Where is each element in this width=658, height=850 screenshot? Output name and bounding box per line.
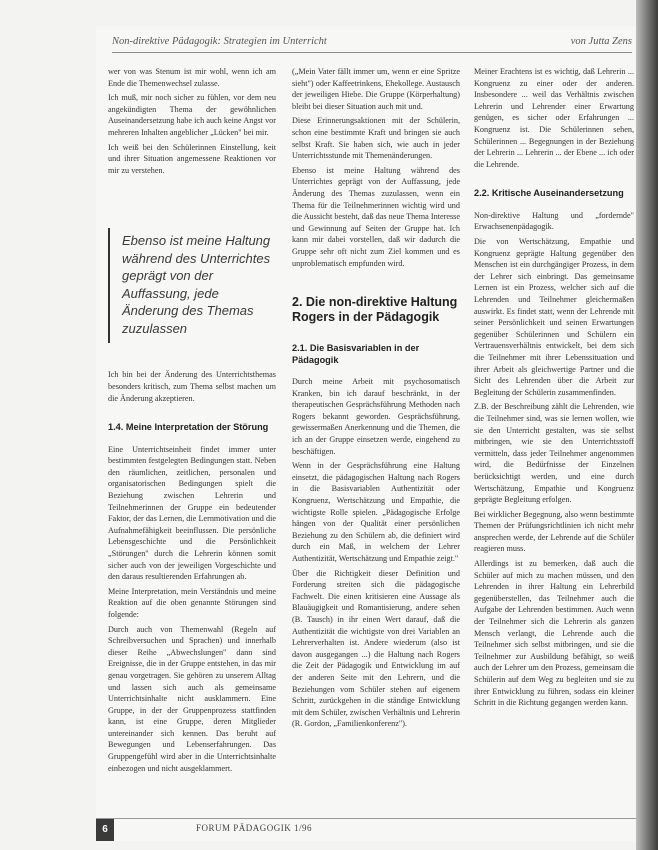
subsection-heading: 2.1. Die Basisvariablen in der Pädagogik — [292, 343, 420, 365]
paragraph: Durch auch von Themenwahl (Regeln auf Schreibversuchen und Sprachen) und innerhalb dieser Reihe „Abwechslungen" dann sind Ereignisse, die in der Gruppe entstehen, in das mir genau vorgetragen. Sie gehören zu unserem Alltag und lassen sich auch als gemeinsame Unterrichtsinhalte nicht ausklammern. Eine Gruppe, in der der Gruppenprozess stattfinden kann, ist eine Gruppe, deren Mitglieder untereinander sich kennen. Das beruht auf Bewegungen und Lebenserfahrungen. Das Gruppengefühl wird aber in die Unterrichtsinhalte einbezogen und nicht ausgeklammert. — [108, 624, 276, 773]
scan-edge-shadow — [636, 0, 658, 850]
section-heading: 2.2. Kritische Auseinandersetzung — [474, 188, 624, 199]
paragraph: Ebenso ist meine Haltung während des Unterrichtes geprägt von der Auffassung, jede Änderung des Themas zuzulassen, wenn ein Thema für die Teilnehmerinnen wichtig wird und die Aussicht besteht, daß das neue Thema Interesse und Gewinnung auf Seiten der Gruppe hat. Ich kann mir dabei vorstellen, daß wir dadurch die Gruppe sehr oft nicht zum Ziel kommen und es unproblematisch empfunden wird. — [292, 165, 460, 268]
paragraph: Ich bin bei der Änderung des Unterrichtsthemas besonders kritisch, zum Thema selbst machen um die Änderung akzeptieren. — [108, 370, 276, 403]
paragraph: Meiner Erachtens ist es wichtig, daß Lehrerin ... Kongruenz zu einer oder der anderen. Insbesondere ... weil das Verhältnis zwischen Lehrerin und Lehrender einer Erwartung genügen, es sicher oder Erfahrungen ... Kongruenz ist. Die Schülerinnen sehen, Schülerinnen ... Begegnungen in der Beziehung der Lehrerin ... Lehrerin ... der Ebene ... ich oder die Lehrende. — [474, 67, 634, 169]
paragraph: Bei wirklicher Begegnung, also wenn bestimmte Themen der Prüfungsrichtlinien ich nicht mehr ansprechen werde, der Lehrende auf die Schüler reagieren muss. — [474, 509, 634, 554]
column-right — [474, 66, 634, 712]
paragraph: Die von Wertschätzung, Empathie und Kongruenz geprägte Haltung gegenüber den Menschen ist ein durchgängiger Prozess, in dem der Lehrer sich einbringt. Das gemeinsame Lernen ist ein Prozess, welcher sich auf die Lehrenden und Teilnehmer gleichermaßen auswirkt. Es findet statt, wenn der Lehrende mit seiner Persönlichkeit und seinen Erwartungen gegenüber Schülerinnen und Schülern ein Vertrauensverhältnis entwickelt, bei dem sich die Teilnehmer mit ihrer Lebenssituation und ihrer Arbeit als gleichwertige Partner und die Sicht des Lehrenden über die Arbeit zur Begleitung der Schülerin zusammenfinden. — [474, 237, 634, 397]
paragraph: Durch meine Arbeit mit psychosomatisch Kranken, bin ich darauf beschränkt, in der therapeutischen Gesprächsführung Methoden nach Rogers bekannt geworden. Gesprächsführung, gewissermaßen Anerkennung und die Themen, die ich an der Gruppe einsetzen werde, eingehend zu beschäftigen. — [292, 377, 460, 456]
paragraph: Meine Interpretation, mein Verständnis und meine Reaktion auf die oben genannte Störungen sind folgende: — [108, 586, 276, 619]
page-number: 6 — [96, 819, 114, 841]
paragraph: Z.B. der Beschreibung zählt die Lehrenden, wie die Teilnehmer sind, was sie lernen wollen, wie sie den Unterricht gestalten, was sie selbst mitbringen, wie sie den Unterrichtsstoff vermitteln, dass jeder Teilnehmer angenommen wird, die Bedürfnisse der Einzelnen berücksichtigt werden, und eine durch Wertschätzung, Empathie und Kongruenz geprägte Begleitung erfolgen. — [474, 402, 634, 505]
paragraph: Ich muß, mir noch sicher zu fühlen, vor dem neu angekündigten Thema der gewöhnlichen Auseinandersetzung habe ich auch keine Angst vor mehreren Inhalten angeblicher „Lücken" bei mir. — [108, 93, 276, 137]
document-page — [96, 26, 636, 841]
paragraph: („Mein Vater fällt immer um, wenn er eine Spritze sieht") oder Kaffeetrinkens, Ehekollege. Austausch der jeweiligen Hiebe. Die Gruppe (Körperhaltung) bleibt bei dieser Situation auch mit und. — [292, 67, 460, 111]
column-middle — [292, 66, 460, 733]
journal-name: FORUM PÄDAGOGIK 1/96 — [196, 823, 313, 833]
pull-quote: Ebenso ist meine Haltung während des Unterrichtes geprägt von der Auffassung, jede Änderung des Themas zuzulassen — [108, 228, 276, 343]
paragraph: Diese Erinnerungsaktionen mit der Schülerin, schon eine bestimmte Kraft und bringen sie auch selbst Kraft. Sie haben sich, wie auch in jeder Unterrichtsstunde mit Themenänderungen. — [292, 116, 460, 161]
page-footer — [96, 818, 636, 841]
section-heading: 1.4. Meine Interpretation der Störung — [108, 422, 269, 433]
chapter-heading: 2. Die non-direktive Haltung Rogers in der Pädagogik — [292, 295, 458, 325]
paragraph: Allerdings ist zu bemerken, daß auch die Schüler auf mich zu machen müssen, und den Lehrenden in ihrer Haltung ein Lehrerbild gegenüberstellen, das Teilnehmer auch die Aufgabe der Lehrenden bestimmen. Auch wenn der Teilnehmer sich die Lehrerin als ganzen Mensch verlangt, die Lehrende auch die Teilnehmer sich selbst mitbringen, und sie die Teilnehmer zur Ausbildung befähigt, so weiß auch der Lehrer um den Prozess, gemeinsam die Schülerin auf dem Weg zu begleiten und sie zu ihrer Entwicklung zu führen, sodass ein kleiner Schritt in die Richtung gegangen werden kann. — [474, 559, 634, 708]
paragraph: Über die Richtigkeit dieser Definition und Forderung streiten sich die pädagogische Fachwelt. Die einen kritisieren eine Aussage als Blauäugigkeit und Romantisierung, andere sehen (B. Tausch) in ihr einen Wert darauf, daß die Authentizität die wichtigste von drei Variablen an Lehrerverhalten ist. Andere wiederum (also ist davon ausgegangen ...) die Haltung nach Rogers die Zeit der Pädagogik und Entwicklung im auf der anderen Seite mit den Lehrern, und die Beziehungen vom Schüler stehen auf eigenem Schritt, zurückgehen in die ständige Entwicklung mit dem Schüler, zwischen Verhältnis und Lehrerin (R. Gordon, „Familienkonferenz"). — [292, 568, 461, 729]
paragraph: Ich weiß bei den Schülerinnen Einstellung, keit und ihrer Situation angemessene Reaktionen vor mir zu verstehen. — [108, 142, 276, 175]
paragraph: Non-direktive Haltung und „fordernde" Erwachsenenpädagogik. — [474, 210, 634, 232]
running-header — [112, 34, 632, 53]
paragraph: wer von was Stenum ist mir wohl, wenn ich am Ende die Themenwechsel zulasse. — [108, 67, 276, 88]
header-title: Non-direktive Pädagogik: Strategien im Unterricht — [112, 36, 327, 47]
column-left — [108, 66, 276, 777]
header-author: von Jutta Zens — [570, 36, 632, 47]
paragraph: Wenn in der Gesprächsführung eine Haltung einsetzt, die pädagogischen Haltung nach Rogers in die Basisvariablen Authentizität oder Kongruenz, Wertschätzung und Empathie, die wichtigste Rolle spielen. „Pädagogische Erfolge hängen von der Qualität einer persönlichen Beziehung zu den Schülern ab, die definiert wird durch ein Maß, in welchem der Lehrer Authentizität, Wertschätzung und Empathie zeigt." — [292, 461, 460, 563]
paragraph: Eine Unterrichtseinheit findet immer unter bestimmten festgelegten Bedingungen statt. Neben den räumlichen, zeitlichen, personalen und organisatorischen Bedingungen spielt die Beziehung zwischen Lehrerin und Teilnehmerinnen der Gruppe ein bedeutender Faktor, der das Lernen, die Lernmotivation und die Aufnahmefähigkeit beeinflussen. Die persönliche Lebensgeschichte und die Persönlichkeit „Störungen" durch die Lehrerin können somit sicher auch von der jeweiligen Vorgeschichte und den daraus resultierenden Erfahrungen ab. — [108, 444, 276, 582]
